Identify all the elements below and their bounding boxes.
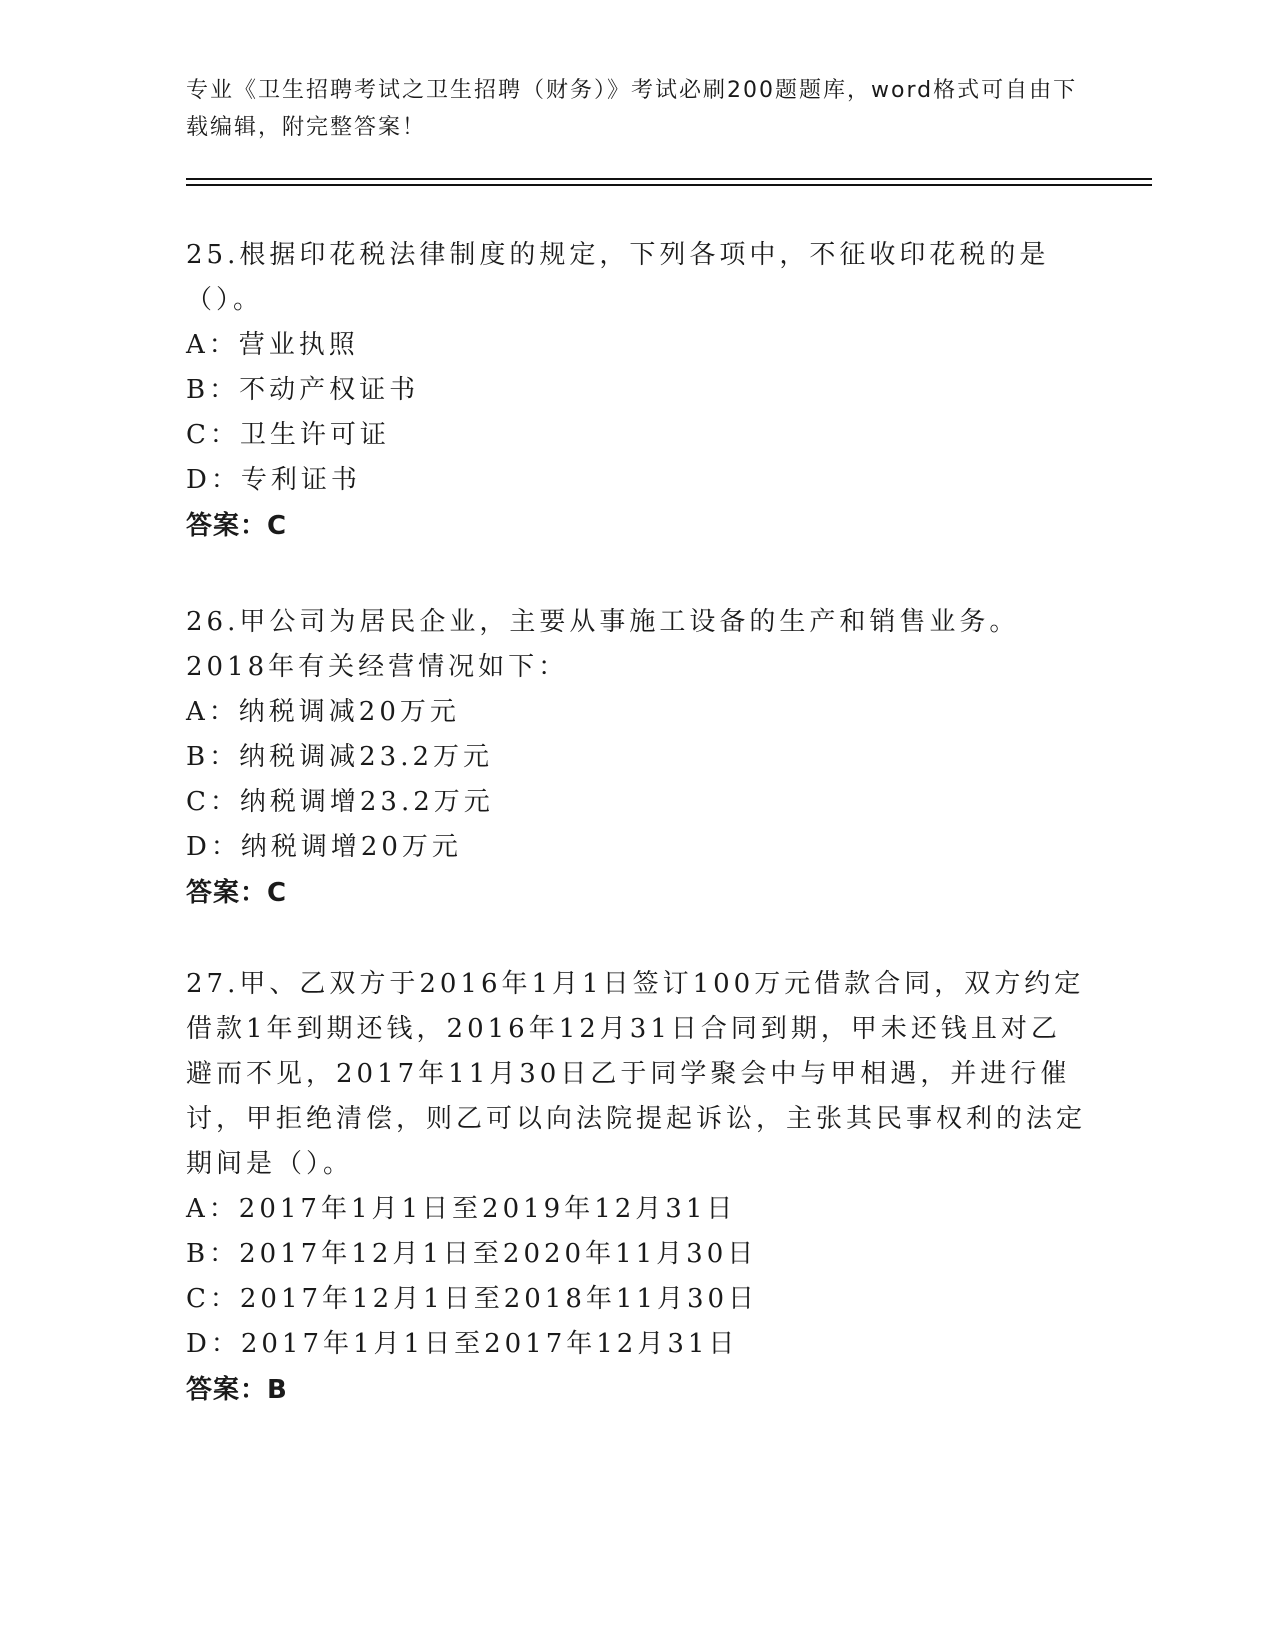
option-c: C：纳税调增23.2万元 — [186, 787, 494, 817]
option-b: B：2017年12月1日至2020年11月30日 — [186, 1239, 758, 1269]
question-27 — [186, 962, 1086, 1413]
document-header: 专业《卫生招聘考试之卫生招聘（财务）》考试必刷200题题库，word格式可自由下载编辑，附完整答案！ — [186, 78, 1078, 140]
question-stem: 25.根据印花税法律制度的规定，下列各项中，不征收印花税的是（）。 — [186, 240, 1050, 315]
question-stem: 26.甲公司为居民企业，主要从事施工设备的生产和销售业务。2018年有关经营情况如下： — [186, 607, 1020, 682]
option-d: D：纳税调增20万元 — [186, 832, 462, 862]
option-c: C：2017年12月1日至2018年11月30日 — [186, 1284, 759, 1314]
option-d: D：专利证书 — [186, 465, 361, 495]
option-a: A：营业执照 — [186, 330, 359, 360]
answer-line: 答案：C — [186, 878, 288, 908]
option-a: A：纳税调减20万元 — [186, 697, 460, 727]
answer-line: 答案：B — [186, 1375, 288, 1405]
option-a: A：2017年1月1日至2019年12月31日 — [186, 1194, 737, 1224]
question-25 — [186, 233, 1086, 549]
question-stem: 27.甲、乙双方于2016年1月1日签订100万元借款合同，双方约定借款1年到期还钱，2016年12月31日合同到期，甲未还钱且对乙避而不见，2017年11月30日乙于同学聚会中与甲相遇，并进行催讨，甲拒绝清偿，则乙可以向法院提起诉讼，主张其民事权利的法定期间是（）。 — [186, 969, 1087, 1179]
option-b: B：不动产权证书 — [186, 375, 420, 405]
option-b: B：纳税调减23.2万元 — [186, 742, 493, 772]
option-c: C：卫生许可证 — [186, 420, 390, 450]
option-d: D：2017年1月1日至2017年12月31日 — [186, 1329, 739, 1359]
header-divider-line — [186, 178, 1152, 180]
answer-line: 答案：C — [186, 511, 288, 541]
header-divider-line-second — [186, 184, 1152, 186]
question-26 — [186, 600, 1086, 916]
